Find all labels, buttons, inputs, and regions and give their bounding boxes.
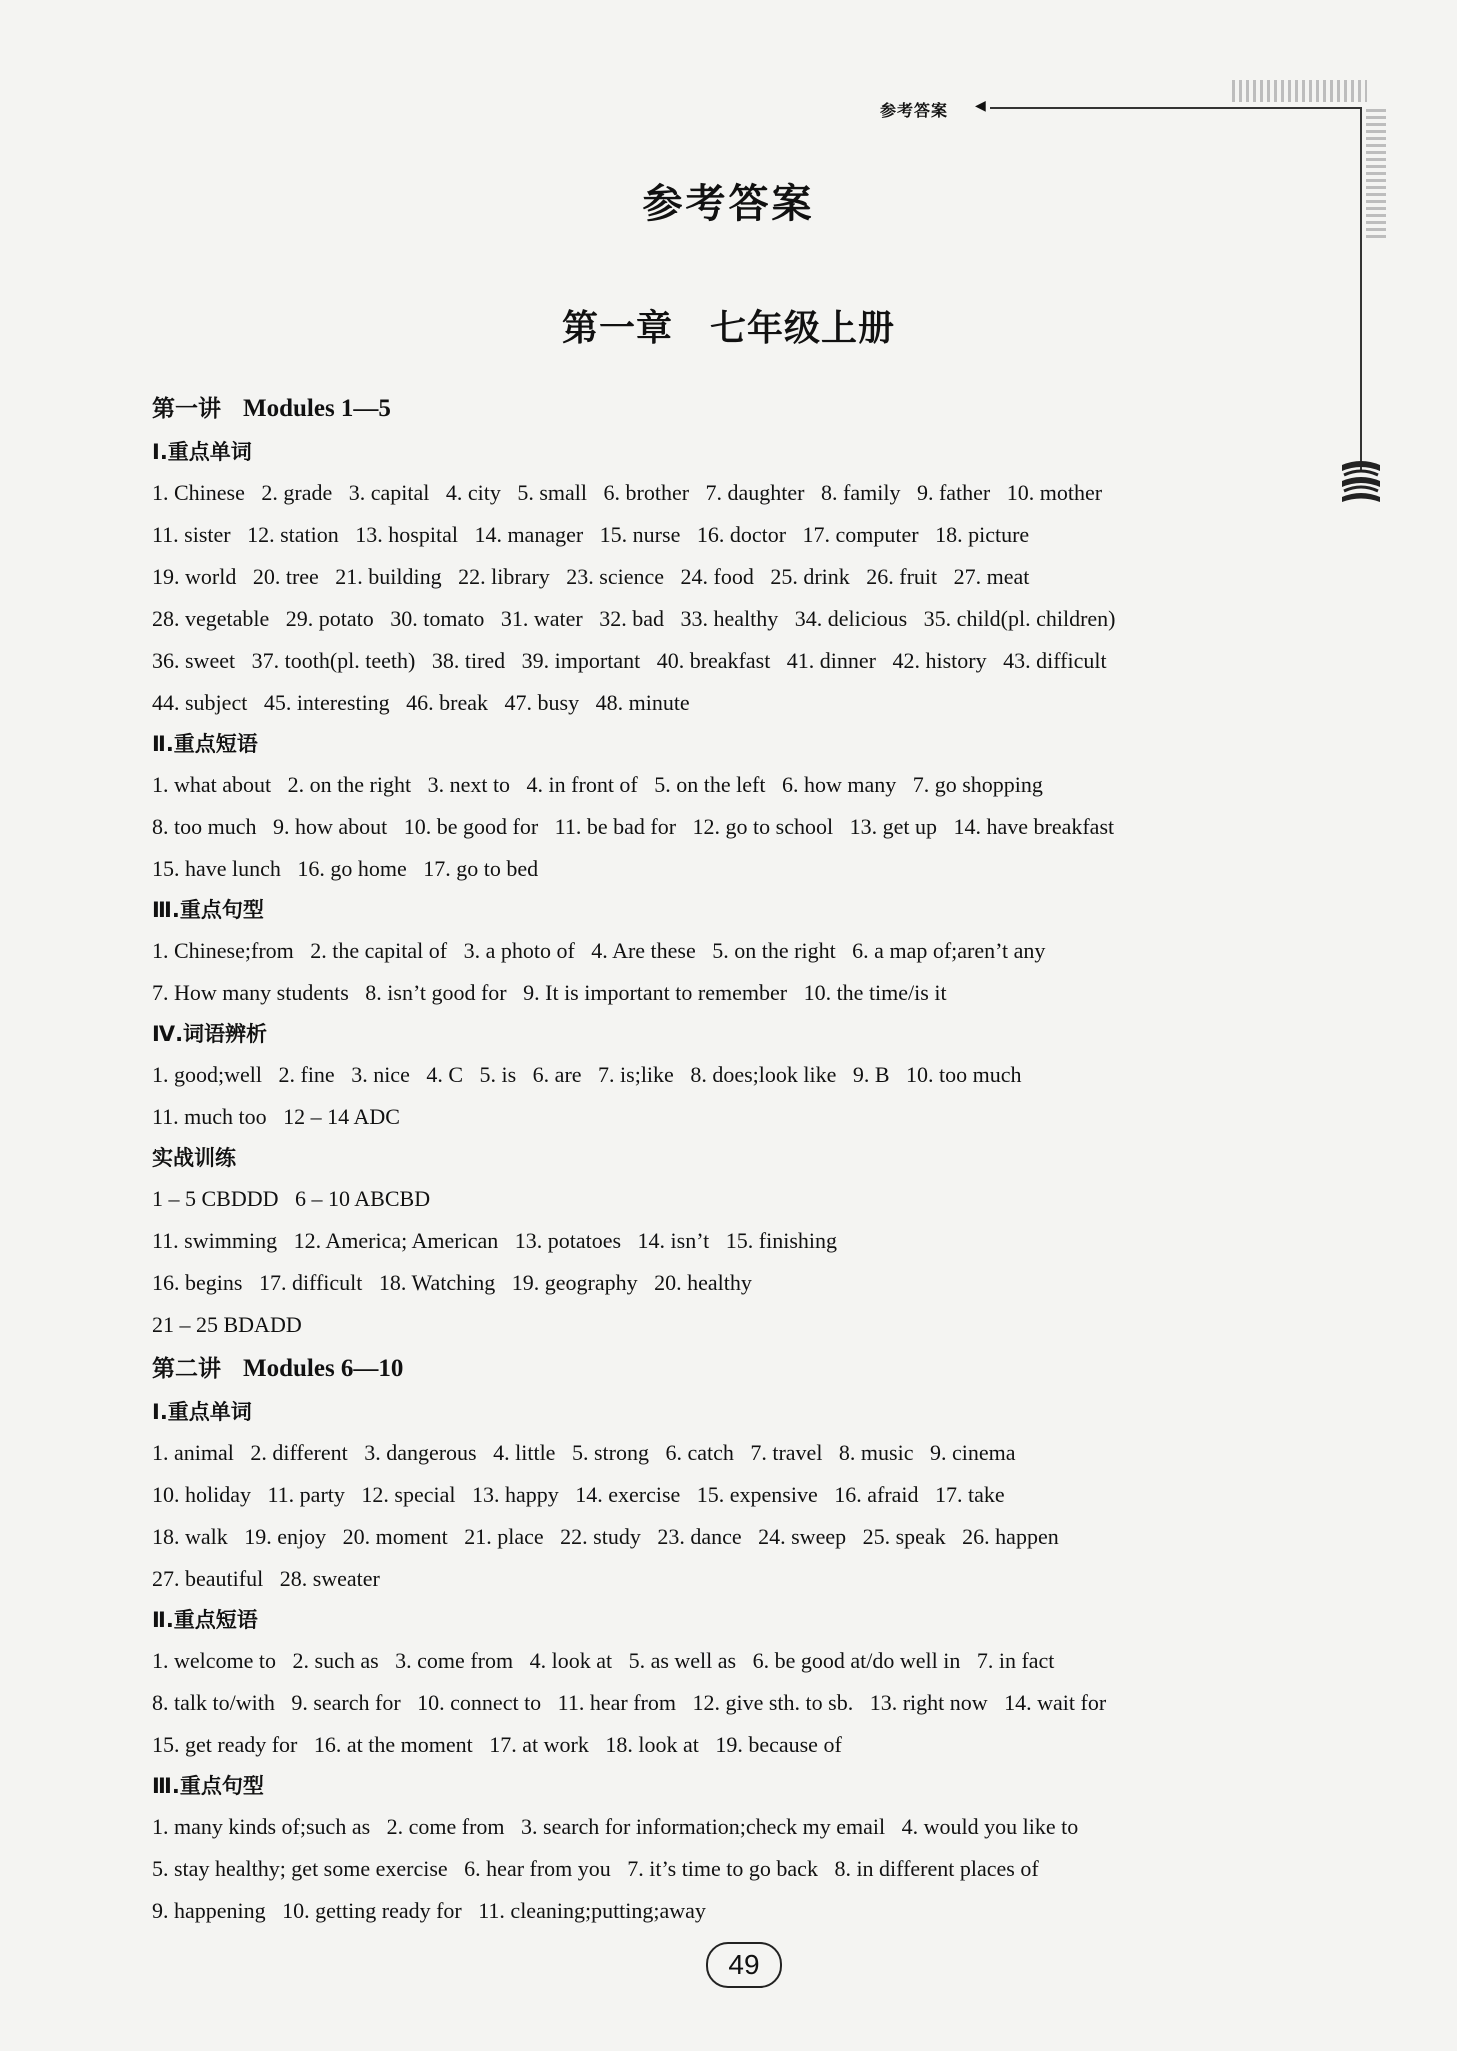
answer-line: 8. talk to/with 9. search for 10. connect to 11. hear from 12. give sth. to sb. 13. right now 14. wait for (152, 1690, 1107, 1715)
lecture-modules: Modules 1—5 (243, 395, 391, 422)
answer-line: 11. sister 12. station 13. hospital 14. manager 15. nurse 16. doctor 17. computer 18. picture (152, 522, 1030, 547)
arrow-left-icon: ◀ (975, 98, 986, 114)
section-heading: Ⅱ.重点短语 (152, 732, 258, 756)
section-heading: Ⅲ.重点句型 (152, 1774, 264, 1798)
side-rule (1360, 107, 1362, 472)
chapter-title: 第一章 七年级上册 (561, 308, 895, 349)
answer-line: 1. good;well 2. fine 3. nice 4. C 5. is 6. are 7. is;like 8. does;look like 9. B 10. too much (152, 1062, 1022, 1087)
answer-line: 28. vegetable 29. potato 30. tomato 31. water 32. bad 33. healthy 34. delicious 35. child(pl. children) (152, 606, 1116, 631)
answer-line: 44. subject 45. interesting 46. break 47. busy 48. minute (152, 690, 690, 715)
answer-line: 21 – 25 BDADD (152, 1312, 302, 1337)
lecture-modules: Modules 6—10 (243, 1355, 404, 1382)
answer-line: 1. animal 2. different 3. dangerous 4. little 5. strong 6. catch 7. travel 8. music 9. cinema (152, 1440, 1016, 1465)
answer-line: 15. have lunch 16. go home 17. go to bed (152, 856, 539, 881)
answer-line: 11. much too 12 – 14 ADC (152, 1104, 400, 1129)
answer-line: 1 – 5 CBDDD 6 – 10 ABCBD (152, 1186, 431, 1211)
section-heading: Ⅳ.词语辨析 (152, 1022, 268, 1046)
lecture-heading (152, 386, 1332, 432)
books-icon (1338, 455, 1384, 505)
answer-content (152, 386, 1332, 1932)
answer-line: 5. stay healthy; get some exercise 6. hear from you 7. it’s time to go back 8. in different places of (152, 1856, 1039, 1881)
section-heading: Ⅲ.重点句型 (152, 898, 264, 922)
page-number: 49 (706, 1942, 782, 1988)
section-heading: Ⅰ.重点单词 (152, 1400, 252, 1424)
answer-line: 19. world 20. tree 21. building 22. library 23. science 24. food 25. drink 26. fruit 27. meat (152, 564, 1030, 589)
header-rule (990, 107, 1360, 109)
header-stripes (1232, 80, 1367, 102)
answer-line: 7. How many students 8. isn’t good for 9. It is important to remember 10. the time/is it (152, 980, 947, 1005)
answer-line: 1. what about 2. on the right 3. next to 4. in front of 5. on the left 6. how many 7. go shopping (152, 772, 1043, 797)
answer-line: 36. sweet 37. tooth(pl. teeth) 38. tired 39. important 40. breakfast 41. dinner 42. history 43. difficult (152, 648, 1107, 673)
section-heading: 实战训练 (152, 1146, 236, 1170)
page-title: 参考答案 (642, 181, 815, 227)
answer-line: 10. holiday 11. party 12. special 13. happy 14. exercise 15. expensive 16. afraid 17. take (152, 1482, 1005, 1507)
answer-line: 18. walk 19. enjoy 20. moment 21. place 22. study 23. dance 24. sweep 25. speak 26. happen (152, 1524, 1059, 1549)
answer-line: 1. many kinds of;such as 2. come from 3. search for information;check my email 4. would you like to (152, 1814, 1079, 1839)
answer-line: 11. swimming 12. America; American 13. potatoes 14. isn’t 15. finishing (152, 1228, 837, 1253)
answer-line: 16. begins 17. difficult 18. Watching 19. geography 20. healthy (152, 1270, 752, 1295)
lecture-heading (152, 1346, 1332, 1392)
answer-line: 8. too much 9. how about 10. be good for 11. be bad for 12. go to school 13. get up 14. have breakfast (152, 814, 1115, 839)
answer-line: 9. happening 10. getting ready for 11. cleaning;putting;away (152, 1898, 706, 1923)
answer-line: 1. Chinese;from 2. the capital of 3. a photo of 4. Are these 5. on the right 6. a map of;aren’t any (152, 938, 1046, 963)
header-label: 参考答案 (880, 101, 949, 120)
lecture-number: 第一讲 (152, 396, 221, 422)
answer-line: 15. get ready for 16. at the moment 17. at work 18. look at 19. because of (152, 1732, 842, 1757)
answer-line: 1. welcome to 2. such as 3. come from 4. look at 5. as well as 6. be good at/do well in 7. in fact (152, 1648, 1055, 1673)
section-heading: Ⅱ.重点短语 (152, 1608, 258, 1632)
lecture-number: 第二讲 (152, 1356, 221, 1382)
section-heading: Ⅰ.重点单词 (152, 440, 252, 464)
answer-line: 27. beautiful 28. sweater (152, 1566, 380, 1591)
answer-line: 1. Chinese 2. grade 3. capital 4. city 5. small 6. brother 7. daughter 8. family 9. father 10. mother (152, 480, 1103, 505)
